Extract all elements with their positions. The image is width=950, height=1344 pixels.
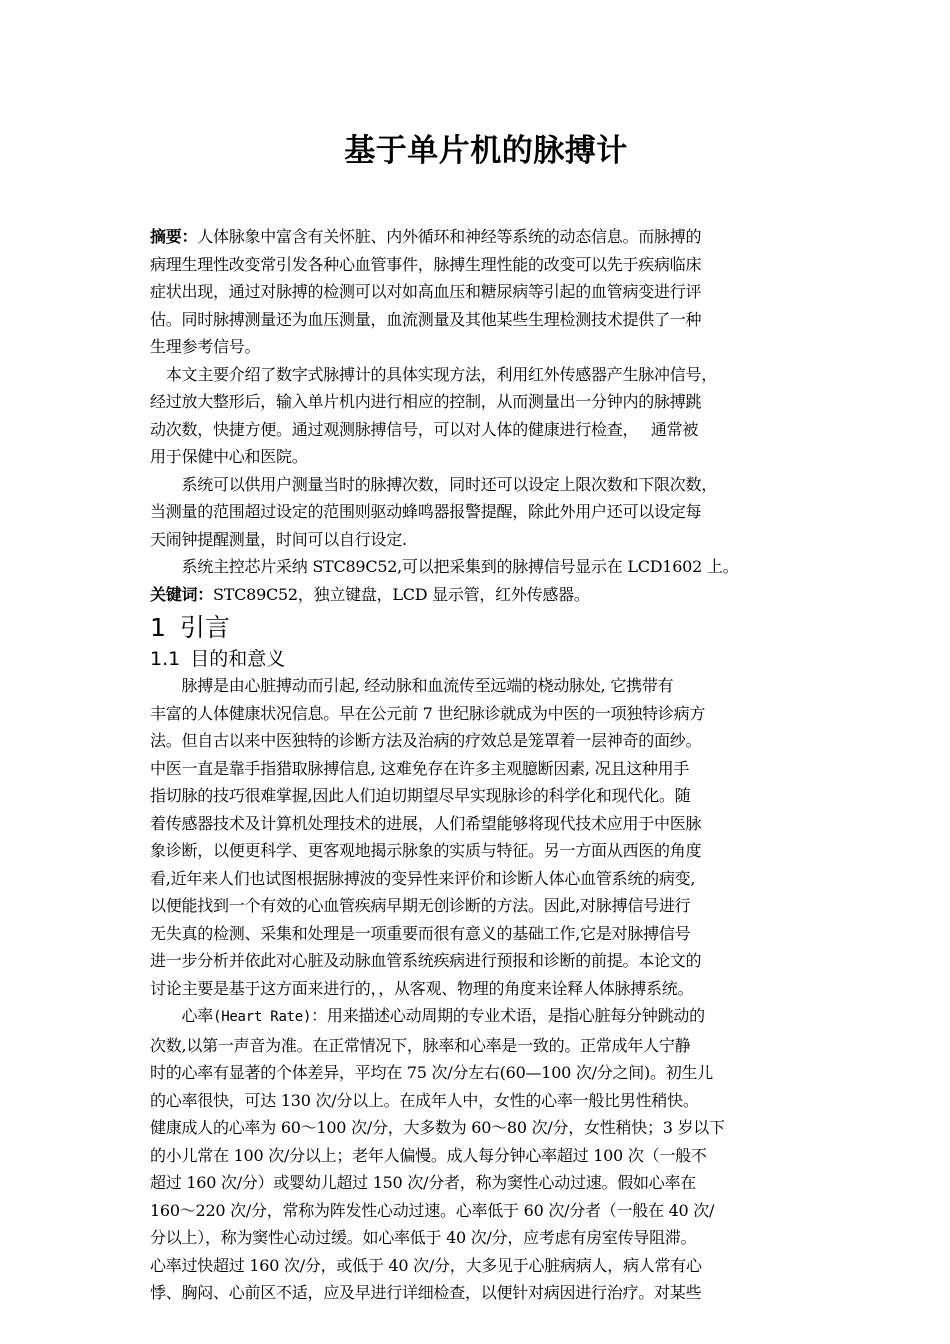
paragraph-line: 的小儿常在 100 次/分以上；老年人偏慢。成人每分钟心率超过 100 次（一般不 xyxy=(150,1145,707,1165)
abstract-line: 症状出现，通过对脉搏的检测可以对如高血压和糖尿病等引起的血管病变进行评 xyxy=(150,282,702,301)
document-title: 基于单片机的脉搏计 xyxy=(344,133,628,169)
abstract-line: 本文主要介绍了数字式脉搏计的具体实现方法，利用红外传感器产生脉冲信号， xyxy=(150,364,718,384)
paragraph-line: 次数,以第一声音为准。在正常情况下，脉率和心率是一致的。正常成年人宁静 xyxy=(150,1035,691,1055)
paragraph-line: 的心率很快，可达 130 次/分以上。在成年人中，女性的心率一般比男性稍快。 xyxy=(150,1090,699,1110)
paragraph-line: 进一步分析并依此对心脏及动脉血管系统疾病进行预报和诊断的前提。本论文的 xyxy=(150,951,702,970)
abstract-line: 生理参考信号。 xyxy=(150,337,261,356)
heart-rate-term: (Heart Rate) xyxy=(213,1009,312,1025)
abstract-line: 动次数，快捷方便。通过观测脉搏信号，可以对人体的健康进行检查， 通常被 xyxy=(150,419,699,439)
paragraph-line: 法。但自古以来中医独特的诊断方法及治病的疗效总是笼罩着一层神奇的面纱。 xyxy=(150,731,702,750)
paragraph-line: 心率过快超过 160 次/分，或低于 40 次/分，大多见于心脏病病人，病人常有心 xyxy=(150,1255,702,1275)
paragraph-line: 丰富的人体健康状况信息。早在公元前 7 世纪脉诊就成为中医的一项独特诊病方 xyxy=(150,703,706,723)
subsection-heading: 1.1 目的和意义 xyxy=(150,648,286,670)
paragraph-line: 讨论主要是基于这方面来进行的，，从客观、物理的角度来诠释人体脉搏系统。 xyxy=(150,978,694,998)
paragraph-line: 中医一直是靠手指猎取脉搏信息, 这难免存在许多主观臆断因素, 况且这种用手 xyxy=(150,758,690,778)
abstract-line: 天闹钟提醒测量，时间可以自行设定. xyxy=(150,529,407,549)
keywords-text: STC89C52，独立键盘，LCD 显示管，红外传感器。 xyxy=(213,584,590,604)
abstract-line: 系统可以供用户测量当时的脉搏次数，同时还可以设定上限次数和下限次数， xyxy=(150,474,718,494)
paragraph-line: 脉搏是由心脏搏动而引起, 经动脉和血流传至远端的桡动脉处, 它携带有 xyxy=(150,676,674,695)
paragraph-line: 心率(Heart Rate)：用来描述心动周期的专业术语，是指心脏每分钟跳动的 xyxy=(150,1006,705,1025)
abstract-line: 病理生理性改变常引发各种心血管事件，脉搏生理性能的改变可以先于疾病临床 xyxy=(150,254,702,274)
abstract-line: 系统主控芯片采纳 STC89C52,可以把采集到的脉搏信号显示在 LCD1602 上。 xyxy=(150,557,739,576)
abstract-line: 当测量的范围超过设定的范围则驱动蜂鸣器报警提醒，除此外用户还可以设定每 xyxy=(150,502,702,521)
paragraph-line: 象诊断，以便更科学、更客观地揭示脉象的实质与特征。另一方面从西医的角度 xyxy=(150,841,702,860)
paragraph-line: 指切脉的技巧很难掌握,因此人们迫切期望尽早实现脉诊的科学化和现代化。随 xyxy=(150,786,691,805)
paragraph-line: 健康成人的心率为 60～100 次/分，大多数为 60～80 次/分，女性稍快；3 岁以下 xyxy=(150,1118,725,1137)
paragraph-line: 分以上），称为窦性心动过缓。如心率低于 40 次/分，应考虑有房室传导阻滞。 xyxy=(150,1228,697,1247)
paragraph-line: 无失真的检测、采集和处理是一项重要而很有意义的基础工作,它是对脉搏信号 xyxy=(150,923,691,943)
paragraph-line: 以便能找到一个有效的心血管疾病早期无创诊断的方法。因此,对脉搏信号进行 xyxy=(150,896,691,915)
paragraph-line: 160～220 次/分，常称为阵发性心动过速。心率低于 60 次/分者（一般在 40 次/ xyxy=(150,1200,715,1220)
abstract-line: 估。同时脉搏测量还为血压测量，血流测量及其他某些生理检测技术提供了一种 xyxy=(150,309,702,329)
section-heading: 1 引言 xyxy=(150,613,230,642)
keywords-label: 关键词： xyxy=(150,584,214,604)
abstract-line: 用于保健中心和医院。 xyxy=(150,447,308,466)
abstract-line: 经过放大整形后，输入单片机内进行相应的控制，从而测量出一分钟内的脉搏跳 xyxy=(150,392,702,411)
paragraph-line: 着传感器技术及计算机处理技术的进展，人们希望能够将现代技术应用于中医脉 xyxy=(150,813,702,833)
keywords-line xyxy=(150,581,832,609)
abstract-label: 摘要： xyxy=(150,227,198,246)
paragraph-line: 超过 160 次/分）或婴幼儿超过 150 次/分者，称为窦性心动过速。假如心率在 xyxy=(150,1173,696,1192)
paragraph-line: 悸、胸闷、心前区不适，应及早进行详细检查，以便针对病因进行治疗。对某些 xyxy=(150,1283,702,1302)
paragraph-line: 看,近年来人们也试图根据脉搏波的变异性来评价和诊断人体心血管系统的病变, xyxy=(150,868,696,888)
abstract-line: 摘要：人体脉象中富含有关怀脏、内外循环和神经等系统的动态信息。而脉搏的 xyxy=(150,227,702,246)
paragraph-line: 时的心率有显著的个体差异，平均在 75 次/分左右(60—100 次/分之间)。初生儿 xyxy=(150,1063,714,1082)
document-body xyxy=(150,223,832,1307)
